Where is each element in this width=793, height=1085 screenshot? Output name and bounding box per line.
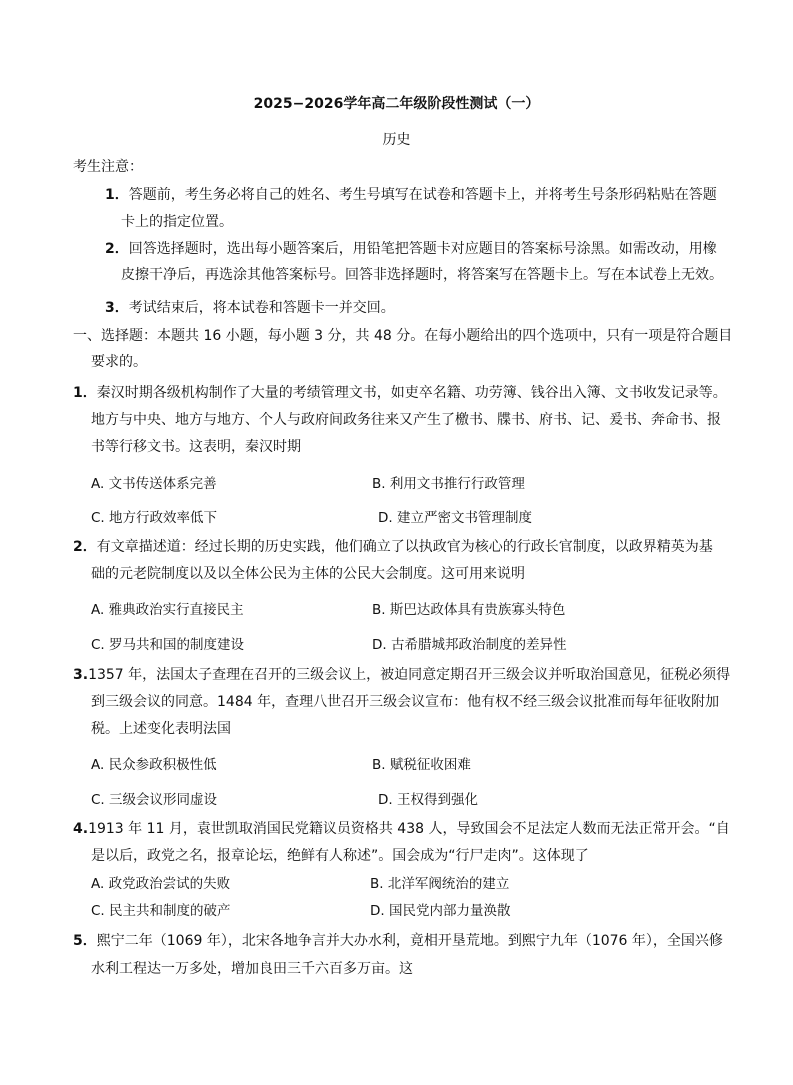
notice-item-1 [105,186,717,204]
question-1-line-2: 地方与中央、地方与地方、个人与政府间政务往来又产生了檄书、牒书、府书、记、爰书、奔命书、报 [91,412,721,428]
notice-item-2-line-1: 回答选择题时，选出每小题答案后，用铅笔把答题卡对应题目的答案标号涂黑。如需改动，用橡 [128,241,717,257]
question-1-option-b: B. 利用文书推行行政管理 [372,476,525,492]
question-1-option-c: C. 地方行政效率低下 [91,510,218,526]
question-5-line-2: 水利工程达一万多处，增加良田三千六百多万亩。这 [91,961,413,977]
question-4-line-2: 是以后，政党之名，报章论坛，绝鲜有人称述”。国会成为“行尸走肉”。这体现了 [91,848,589,864]
question-4-option-c: C. 民主共和制度的破产 [91,903,231,919]
question-3-line-3: 税。上述变化表明法国 [91,721,231,737]
question-2-option-a: A. 雅典政治实行直接民主 [91,602,244,618]
question-1 [73,384,727,402]
question-1-line-3: 书等行移文书。这表明，秦汉时期 [91,439,301,455]
notice-item-2-line-2: 皮擦干净后，再选涂其他答案标号。回答非选择题时，将答案写在答题卡上。写在本试卷上无效。 [121,267,723,283]
question-2-option-d: D. 古希腊城邦政治制度的差异性 [372,637,567,653]
exam-title: 2025−2026学年高二年级阶段性测试（一） [253,96,540,112]
question-1-option-d: D. 建立严密文书管理制度 [378,510,532,526]
question-2-line-1: 有文章描述道：经过长期的历史实践，他们确立了以执政官为核心的行政长官制度，以政界精英为基 [96,539,713,555]
question-1-option-a: A. 文书传送体系完善 [91,476,217,492]
section-1-line-2: 要求的。 [91,354,147,370]
question-3-line-2: 到三级会议的同意。1484 年，查理八世召开三级会议宣布：他有权不经三级会议批准而每年征收附加 [91,694,720,710]
notice-item-1-line-1: 答题前，考生务必将自己的姓名、考生号填写在试卷和答题卡上，并将考生号条形码粘贴在答题 [128,187,717,203]
notice-item-2 [105,240,717,258]
notice-item-2-num: 2． [105,241,129,257]
question-5-line-1: 熙宁二年（1069 年），北宋各地争言并大办水利，竟相开垦荒地。到熙宁九年（1076 年），全国兴修 [96,933,723,949]
question-3 [73,666,730,684]
question-2-line-2: 础的元老院制度以及以全体公民为主体的公民大会制度。这可用来说明 [91,566,525,582]
question-4-option-a: A. 政党政治尝试的失败 [91,876,231,892]
question-3-option-d: D. 王权得到强化 [378,792,478,808]
question-4-line-1: 1913 年 11 月，袁世凯取消国民党籍议员资格共 438 人，导致国会不足法定人数而无法正常开会。“自 [88,821,730,837]
question-4-option-d: D. 国民党内部力量涣散 [370,903,511,919]
exam-subject: 历史 [382,132,411,148]
question-4 [73,820,730,838]
question-3-line-1: 1357 年，法国太子查理在召开的三级会议上，被迫同意定期召开三级会议并听取治国意见，征税必须得 [88,667,731,683]
question-2-option-b: B. 斯巴达政体具有贵族寡头特色 [372,602,566,618]
notice-item-1-line-2: 卡上的指定位置。 [121,214,233,230]
question-4-option-b: B. 北洋军阀统治的建立 [370,876,510,892]
notice-item-3-num: 3． [105,300,129,316]
notice-item-1-num: 1． [105,187,129,203]
question-3-option-c: C. 三级会议形同虚设 [91,792,218,808]
notice-item-3-line-1: 考试结束后，将本试卷和答题卡一并交回。 [128,300,395,316]
question-1-line-1: 秦汉时期各级机构制作了大量的考绩管理文书，如吏卒名籍、功劳簿、钱谷出入簿、文书收发记录等。 [96,385,727,401]
question-5 [73,932,723,950]
question-4-num: 4. [73,821,89,837]
notice-heading: 考生注意： [73,159,143,175]
question-1-num: 1． [73,385,97,401]
notice-item-3 [105,299,395,317]
question-2 [73,538,713,556]
question-3-option-a: A. 民众参政积极性低 [91,757,217,773]
question-2-num: 2． [73,539,97,555]
question-5-num: 5． [73,933,97,949]
question-2-option-c: C. 罗马共和国的制度建设 [91,637,245,653]
question-3-option-b: B. 赋税征收困难 [372,757,471,773]
section-1-line-1: 一、选择题：本题共 16 小题，每小题 3 分，共 48 分。在每小题给出的四个选项中，只有一项是符合题目 [73,328,733,344]
question-3-num: 3. [73,667,89,683]
